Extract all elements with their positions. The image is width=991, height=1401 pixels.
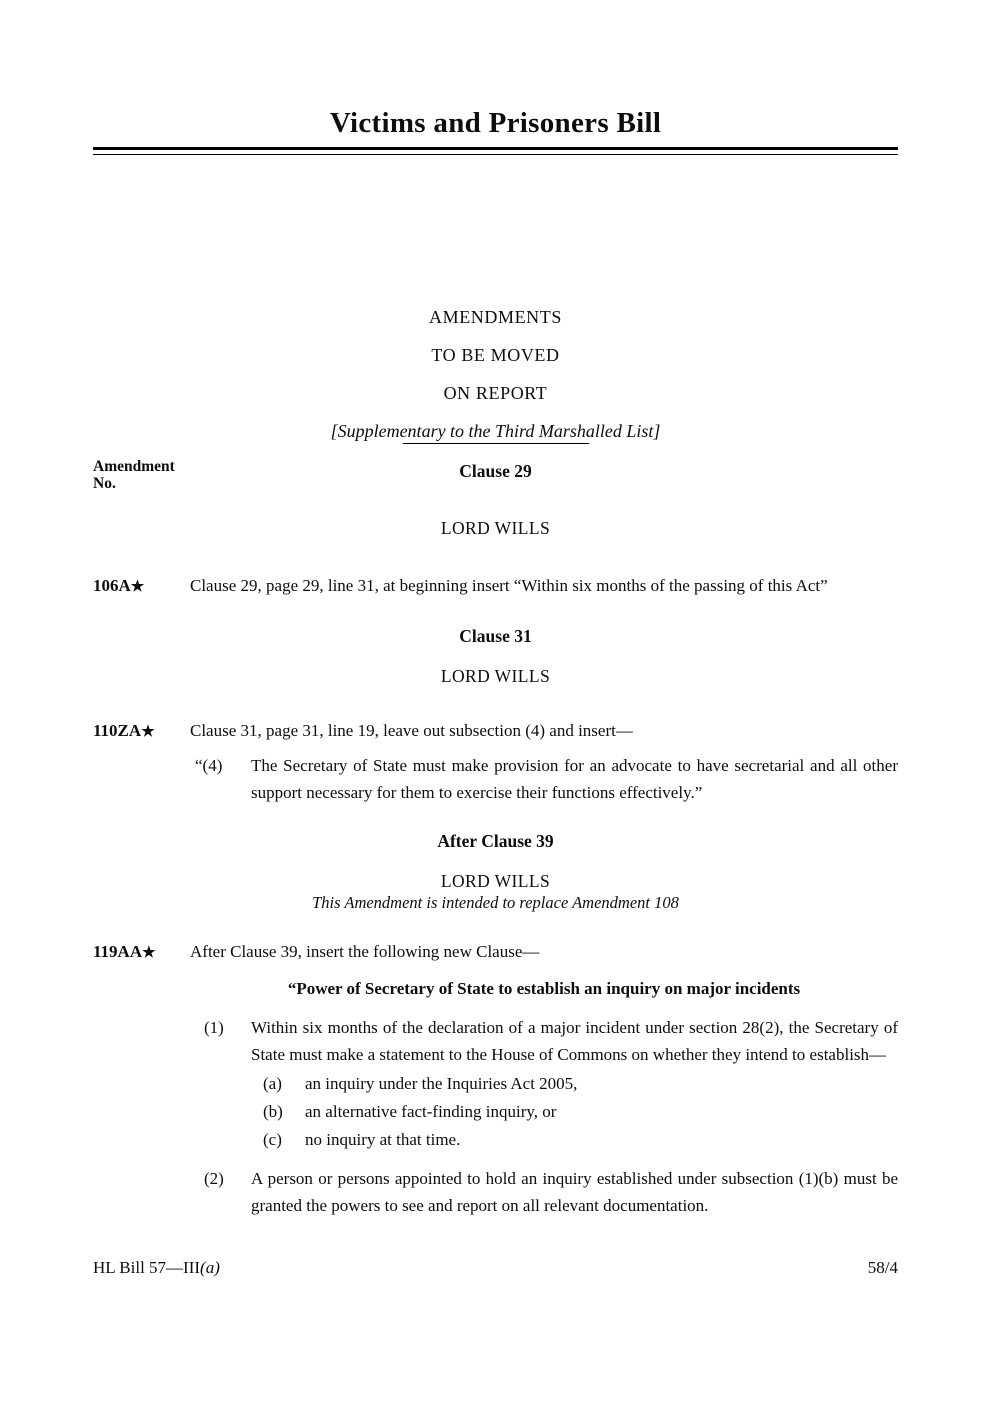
- new-amendment-star-icon: ★: [142, 945, 156, 961]
- amendment-no-label-line2: No.: [93, 475, 116, 492]
- amendment-119aa: [93, 938, 898, 1219]
- supplementary-underline: [403, 443, 589, 444]
- after-clause39-heading: After Clause 39: [437, 831, 554, 851]
- supplementary-note: [Supplementary to the Third Marshalled List]: [330, 421, 661, 441]
- amendment-no-label-line1: Amendment: [93, 458, 175, 475]
- paragraph-c-number: (c): [263, 1130, 282, 1149]
- new-amendment-star-icon: ★: [141, 724, 155, 740]
- amendment-106a-text: Clause 29, page 29, line 31, at beginning insert “Within six months of the passing of this Act”: [190, 576, 828, 595]
- clause31-heading: Clause 31: [459, 626, 532, 646]
- amendment-106a-number-text: 106A: [93, 576, 131, 595]
- paragraph-c: [263, 1126, 898, 1153]
- new-amendment-star-icon: ★: [130, 579, 145, 595]
- clause29-heading-row: [93, 458, 898, 496]
- footer-bill-reference-italic: (a): [200, 1258, 220, 1277]
- amendment-119aa-body: [190, 938, 898, 1219]
- amendment-110za: [93, 717, 898, 806]
- paragraph-b-text: an alternative fact-finding inquiry, or: [305, 1102, 557, 1121]
- title-double-rule: [93, 147, 898, 155]
- footer-bill-reference-main: HL Bill 57—III: [93, 1258, 201, 1277]
- page-footer: [93, 1254, 898, 1281]
- paragraph-b-number: (b): [263, 1102, 283, 1121]
- amendment-119aa-number-text: 119AA: [93, 942, 143, 961]
- amendment-106a: [93, 572, 898, 601]
- paragraph-a: [263, 1070, 898, 1097]
- ceremonial-header: [93, 307, 898, 444]
- header-on-report: ON REPORT: [443, 383, 548, 403]
- amendment-119aa-lead: After Clause 39, insert the following new Clause—: [190, 942, 540, 961]
- header-to-be-moved: TO BE MOVED: [431, 345, 560, 365]
- bill-title: Victims and Prisoners Bill: [329, 107, 662, 139]
- paragraph-a-number: (a): [263, 1074, 282, 1093]
- amendment-no-label: [93, 458, 175, 492]
- header-amendments: AMENDMENTS: [428, 307, 562, 327]
- subsection-2-text: A person or persons appointed to hold an inquiry established under subsection (1)(b) must be granted the powers to see and report on all relevant documentation.: [251, 1169, 898, 1215]
- subsection-1-text: Within six months of the declaration of a major incident under section 28(2), the Secretary of State must make a statement to the House of Commons on whether they intend to establish—: [251, 1018, 898, 1064]
- amendment-110za-sub4: [195, 752, 898, 806]
- new-clause-title: “Power of Secretary of State to establish an inquiry on major incidents: [287, 979, 801, 998]
- clause29-mover: LORD WILLS: [440, 518, 551, 538]
- sub4-number: “(4): [195, 756, 223, 775]
- sub4-text: The Secretary of State must make provision for an advocate to have secretarial and all other support necessary for them to exercise their functions effectively.”: [251, 756, 898, 802]
- subsection-1: [204, 1014, 898, 1068]
- paragraph-b: [263, 1098, 898, 1125]
- amendment-110za-number-text: 110ZA: [93, 721, 142, 740]
- paragraph-c-text: no inquiry at that time.: [305, 1130, 461, 1149]
- subsection-2-number: (2): [204, 1169, 224, 1188]
- footer-page-code: 58/4: [867, 1258, 898, 1277]
- amendment-119aa-number: [93, 938, 190, 1219]
- footer-bill-reference: [93, 1254, 220, 1281]
- amendment-106a-number: [93, 572, 190, 601]
- subsection-1-number: (1): [204, 1018, 224, 1037]
- amendment-110za-lead: Clause 31, page 31, line 19, leave out subsection (4) and insert—: [190, 721, 633, 740]
- subsection-2: [204, 1165, 898, 1219]
- clause29-heading: Clause 29: [459, 461, 532, 481]
- amendment-110za-number: [93, 717, 190, 806]
- after-clause39-note: This Amendment is intended to replace Amendment 108: [312, 893, 679, 912]
- clause31-mover: LORD WILLS: [440, 666, 551, 686]
- paragraph-a-text: an inquiry under the Inquiries Act 2005,: [305, 1074, 578, 1093]
- after-clause39-mover: LORD WILLS: [440, 871, 551, 891]
- amendment-110za-body: [190, 717, 898, 806]
